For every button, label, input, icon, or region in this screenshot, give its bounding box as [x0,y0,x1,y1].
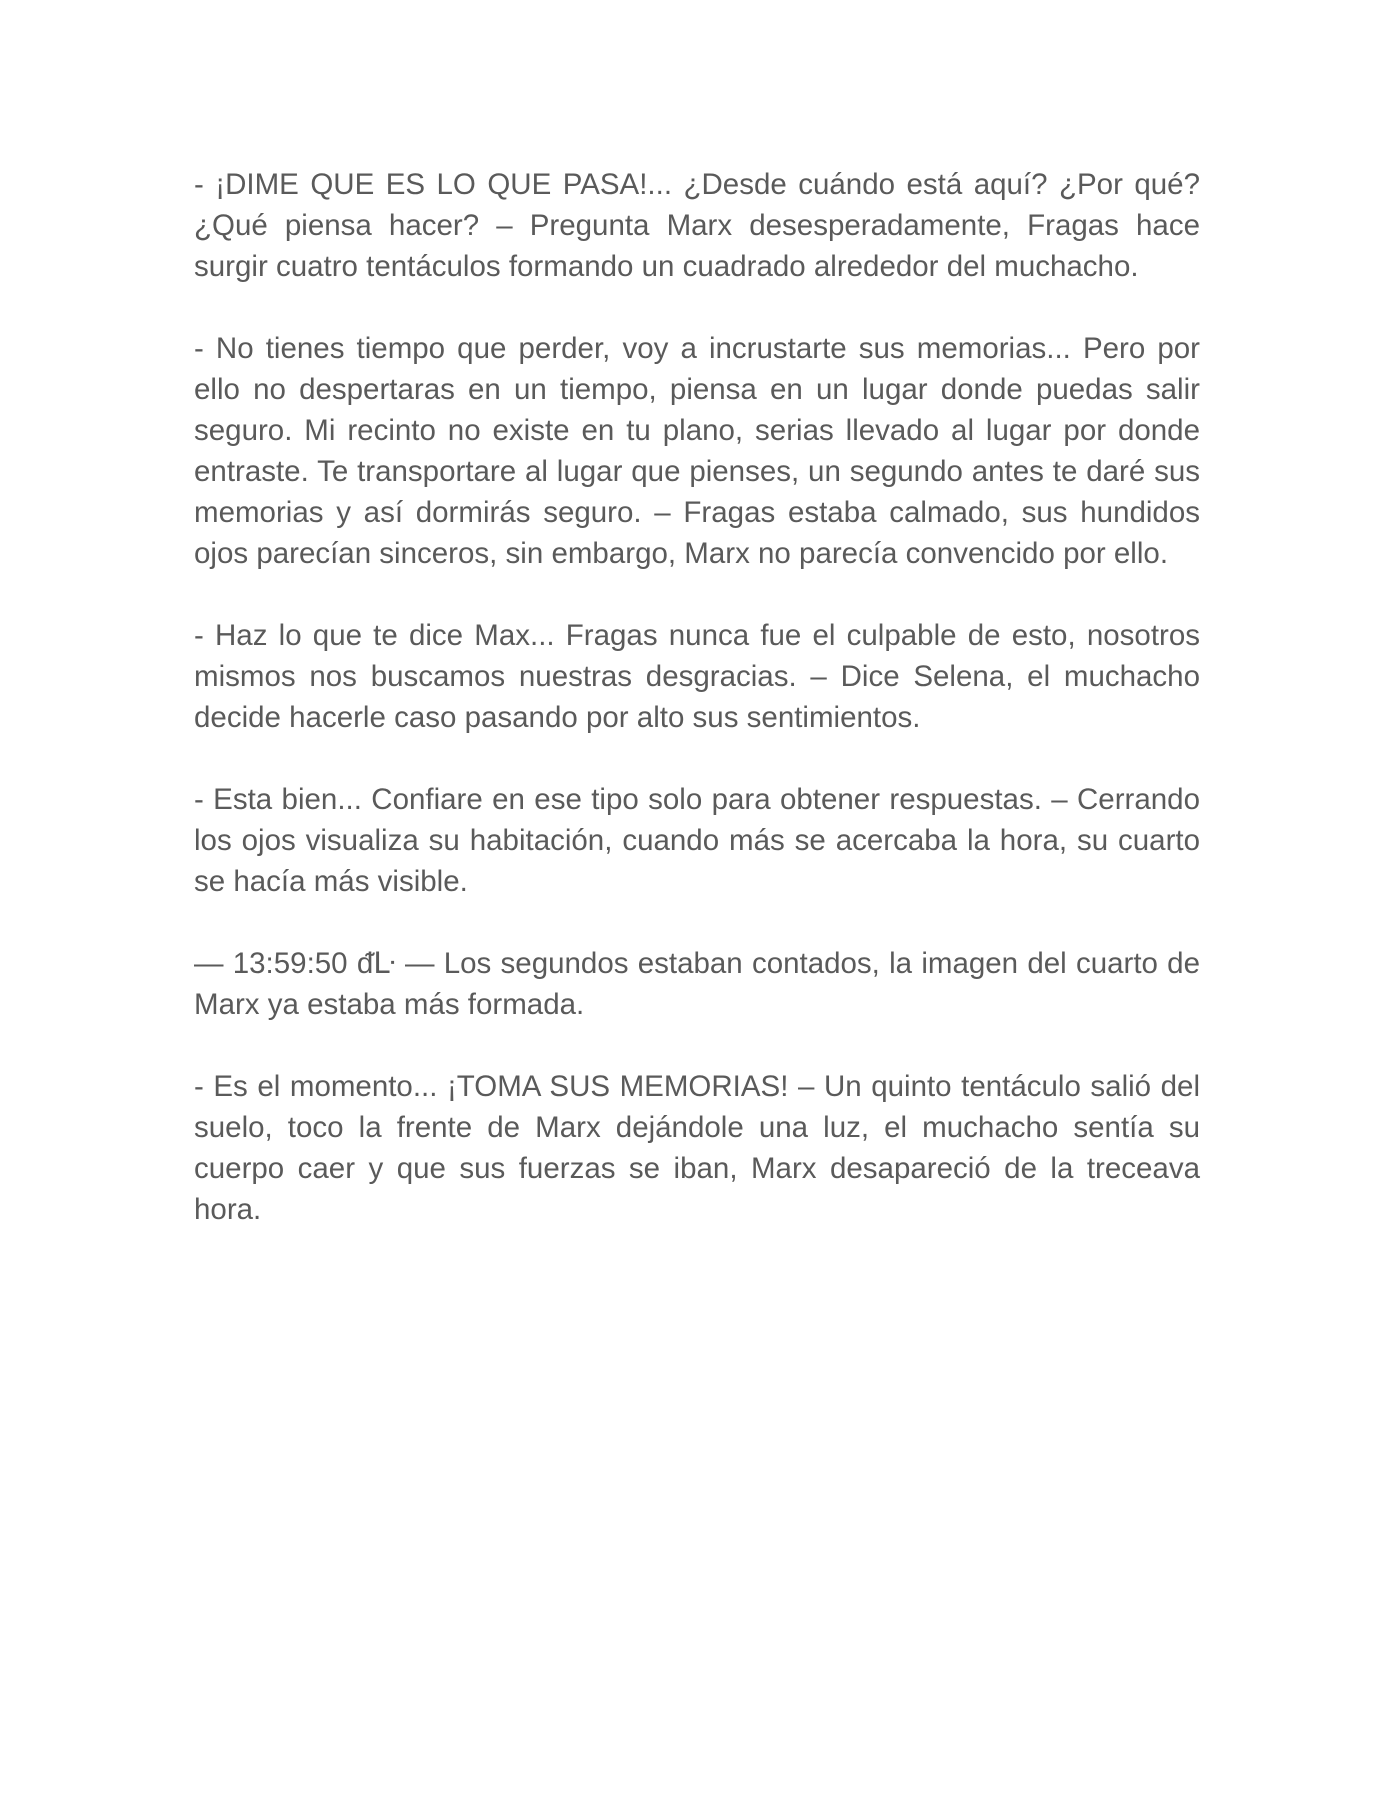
document-body [194,164,1200,1230]
paragraph-3: - Haz lo que te dice Max... Fragas nunca fue el culpable de esto, nosotros mismos nos buscamos nuestras desgracias. – Dice Selena, el muchacho decide hacerle caso pasando por alto sus sentimientos. [194,619,1200,734]
paragraph-6: - Es el momento... ¡TOMA SUS MEMORIAS! – Un quinto tentáculo salió del suelo, toco la frente de Marx dejándole una luz, el muchacho sentía su cuerpo caer y que sus fuerzas se iban, Marx desapareció de la treceava hora. [194,1070,1200,1226]
paragraph-5: — 13:59:50 ᵭᒷ — Los segundos estaban contados, la imagen del cuarto de Marx ya estaba más formada. [194,947,1200,1021]
paragraph-4: - Esta bien... Confiare en ese tipo solo para obtener respuestas. – Cerrando los ojos visualiza su habitación, cuando más se acercaba la hora, su cuarto se hacía más visible. [194,783,1200,898]
paragraph-1: - ¡DIME QUE ES LO QUE PASA!... ¿Desde cuándo está aquí? ¿Por qué? ¿Qué piensa hacer? – Pregunta Marx desesperadamente, Fragas hace surgir cuatro tentáculos formando un cuadrado alrededor del muchacho. [194,168,1200,283]
paragraph-2: - No tienes tiempo que perder, voy a incrustarte sus memorias... Pero por ello no despertaras en un tiempo, piensa en un lugar donde puedas salir seguro. Mi recinto no existe en tu plano, serias llevado al lugar por donde entraste. Te transportare al lugar que pienses, un segundo antes te daré sus memorias y así dormirás seguro. – Fragas estaba calmado, sus hundidos ojos parecían sinceros, sin embargo, Marx no parecía convencido por ello. [194,332,1200,570]
